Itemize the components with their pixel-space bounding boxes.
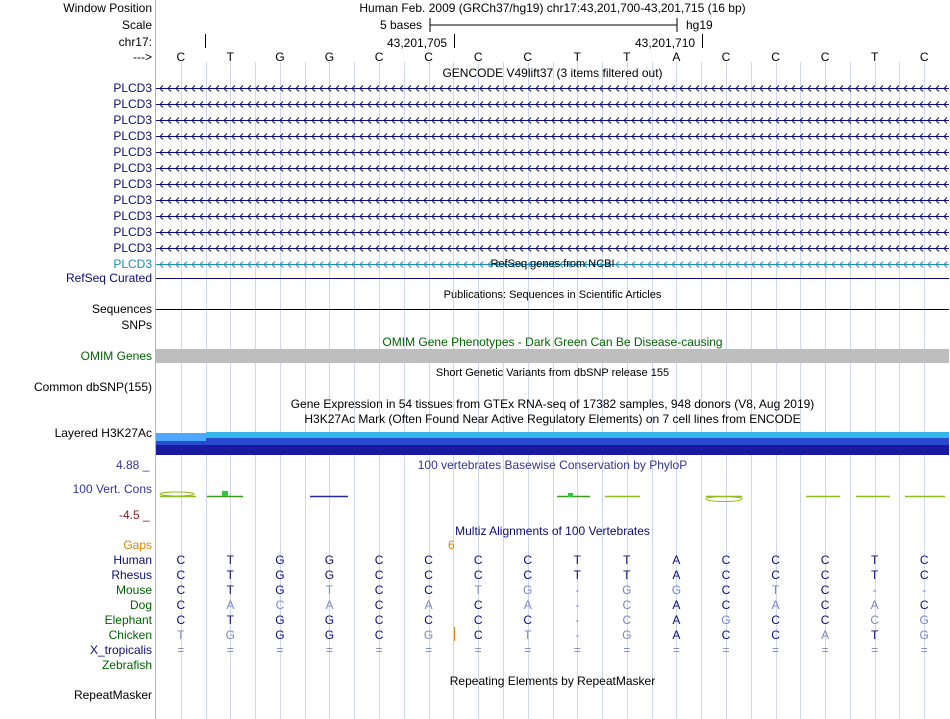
alignment-base: C [374, 583, 384, 597]
species-label[interactable]: Elephant [104, 613, 152, 627]
alignment-base: - [575, 628, 580, 642]
alignment-base: G [919, 628, 929, 642]
dbsnp-track-title[interactable]: Short Genetic Variants from dbSNP release 155 [435, 367, 670, 379]
alignment-base: C [820, 553, 830, 567]
omim-track-label[interactable]: OMIM Genes [80, 349, 152, 363]
alignment-base: C [424, 583, 433, 597]
alignment-base: = [325, 643, 333, 657]
gencode-gene-label[interactable]: PLCD3 [113, 209, 152, 223]
alignment-base: C [721, 583, 731, 597]
gencode-gene-label[interactable]: PLCD3 [113, 81, 152, 95]
alignment-base: - [922, 583, 927, 597]
alignment-base: = [821, 643, 829, 657]
strand-label: ---> [133, 50, 152, 64]
alignment-base: = [276, 643, 284, 657]
alignment-base: T [226, 583, 235, 597]
alignment-base: C [374, 628, 384, 642]
alignment-base: G [324, 628, 335, 642]
gencode-gene-label[interactable]: PLCD3 [113, 97, 152, 111]
alignment-base: C [176, 553, 186, 567]
alignment-base: A [870, 598, 879, 612]
alignment-base: = [672, 643, 680, 657]
alignment-base: - [575, 583, 580, 597]
alignment-base: = [375, 643, 383, 657]
gaps-label: Gaps [123, 538, 152, 552]
alignment-base: C [919, 598, 929, 612]
alignment-base: = [920, 643, 928, 657]
base-cell: C [771, 50, 780, 64]
alignment-base: C [473, 553, 483, 567]
alignment-base: C [473, 628, 483, 642]
alignment-base: C [771, 628, 780, 642]
alignment-base: C [721, 598, 731, 612]
alignment-base: A [672, 598, 681, 612]
alignment-base: G [622, 583, 632, 597]
alignment-base: A [672, 628, 681, 642]
alignment-base: C [721, 628, 731, 642]
alignment-base: C [176, 583, 186, 597]
species-label[interactable]: Dog [129, 598, 152, 612]
base-cell: T [226, 50, 235, 64]
alignment-base: C [176, 598, 186, 612]
multiz-track-title[interactable]: Multiz Alignments of 100 Vertebrates [455, 524, 650, 538]
alignment-base: T [623, 553, 631, 567]
alignment-base: T [524, 628, 532, 642]
h3k27ac-layer [156, 433, 206, 441]
repeatmasker-track-title[interactable]: Repeating Elements by RepeatMasker [449, 674, 656, 688]
alignment-base: A [771, 598, 780, 612]
alignment-base: T [474, 583, 482, 597]
base-cell: C [820, 50, 830, 64]
chrom-label: chr17: [118, 35, 152, 49]
alignment-base: C [275, 598, 285, 612]
phylop-min-label: -4.5 _ [119, 508, 150, 522]
base-cell: C [424, 50, 433, 64]
publications-track-title[interactable]: Publications: Sequences in Scientific Articles [443, 289, 662, 301]
snps-track-label[interactable]: SNPs [121, 318, 152, 332]
alignment-base: C [622, 598, 632, 612]
phylop-mark [222, 491, 228, 496]
window-position-label: Window Position [63, 1, 152, 15]
alignment-base: T [325, 583, 334, 597]
alignment-base: T [226, 613, 235, 627]
alignment-base: T [177, 628, 185, 642]
base-cell: C [176, 50, 186, 64]
species-label[interactable]: Rhesus [111, 568, 152, 582]
alignment-base: C [473, 598, 483, 612]
gencode-gene-label[interactable]: PLCD3 [113, 193, 152, 207]
phylop-mark [160, 492, 194, 496]
alignment-base: - [575, 598, 580, 612]
alignment-base: C [374, 553, 384, 567]
window-position-value: Human Feb. 2009 (GRCh37/hg19) chr17:43,201,700-43,201,715 (16 bp) [359, 1, 746, 15]
alignment-base: G [721, 613, 731, 627]
scale-label: Scale [121, 18, 152, 32]
alignment-base: C [771, 553, 780, 567]
alignment-base: G [671, 583, 682, 597]
alignment-base: T [573, 553, 581, 567]
alignment-base: G [324, 553, 335, 567]
base-cell: C [523, 50, 533, 64]
alignment-base: = [425, 643, 433, 657]
alignment-base: = [772, 643, 780, 657]
alignment-base: A [226, 598, 235, 612]
base-cell: A [672, 50, 681, 64]
base-cell: T [623, 50, 631, 64]
publications-track-label[interactable]: Sequences [91, 302, 152, 316]
alignment-base: T [573, 568, 581, 582]
scale-assembly: hg19 [686, 18, 713, 32]
alignment-base: C [523, 553, 533, 567]
base-cell: G [275, 50, 285, 64]
omim-gene-bar [156, 349, 949, 363]
phylop-max-label: 4.88 _ [116, 458, 150, 472]
base-cell: T [573, 50, 581, 64]
phylop-mark [568, 493, 573, 497]
alignment-base: A [672, 568, 681, 582]
gencode-gene-label[interactable]: PLCD3 [113, 257, 152, 271]
alignment-base: C [771, 613, 780, 627]
alignment-base: C [919, 553, 929, 567]
gencode-gene-label[interactable]: PLCD3 [113, 241, 152, 255]
alignment-base: C [820, 613, 830, 627]
h3k27ac-layer [206, 432, 949, 438]
alignment-base: T [870, 628, 879, 642]
dbsnp-track-label[interactable]: Common dbSNP(155) [33, 380, 152, 394]
alignment-base: G [423, 628, 434, 642]
gencode-gene-label[interactable]: PLCD3 [113, 129, 152, 143]
alignment-base: G [225, 628, 236, 642]
species-label[interactable]: Zebrafish [101, 658, 152, 672]
base-cell: T [870, 50, 879, 64]
alignment-base: C [176, 568, 186, 582]
alignment-base: = [722, 643, 730, 657]
base-cell: C [919, 50, 929, 64]
alignment-base: A [523, 598, 532, 612]
alignment-base: C [820, 598, 830, 612]
repeatmasker-track-label[interactable]: RepeatMasker [73, 688, 152, 702]
gencode-gene-label[interactable]: PLCD3 [113, 161, 152, 175]
alignment-base: = [474, 643, 482, 657]
alignment-base: G [275, 628, 285, 642]
coord-label-1: 43,201,705 [387, 36, 448, 50]
alignment-base: C [622, 613, 632, 627]
alignment-base: = [177, 643, 185, 657]
gencode-gene-label[interactable]: PLCD3 [113, 225, 152, 239]
alignment-base: C [721, 553, 731, 567]
phylop-track-label[interactable]: 100 Vert. Cons [72, 482, 152, 496]
base-cell: C [374, 50, 384, 64]
alignment-base: - [575, 613, 580, 627]
alignment-base: G [275, 553, 285, 567]
alignment-base: C [424, 613, 433, 627]
gencode-gene-label[interactable]: PLCD3 [113, 177, 152, 191]
coord-label-2: 43,201,710 [635, 36, 696, 50]
base-cell: G [324, 50, 335, 64]
alignment-base: - [872, 583, 877, 597]
species-label[interactable]: Chicken [108, 628, 152, 642]
alignment-base: C [473, 613, 483, 627]
scale-text: 5 bases [380, 18, 423, 32]
species-label[interactable]: X_tropicalis [89, 643, 152, 657]
base-cell: C [721, 50, 731, 64]
h3k27ac-track-label[interactable]: Layered H3K27Ac [54, 426, 152, 440]
alignment-base: T [771, 583, 780, 597]
omim-track-title[interactable]: OMIM Gene Phenotypes - Dark Green Can Be Disease-causing [382, 335, 723, 349]
alignment-base: C [523, 568, 533, 582]
alignment-base: G [324, 613, 335, 627]
phylop-track-title[interactable]: 100 vertebrates Basewise Conservation by PhyloP [417, 458, 688, 472]
base-cell: C [473, 50, 483, 64]
alignment-base: T [226, 553, 235, 567]
species-label[interactable]: Human [113, 553, 152, 567]
h3k27ac-track-title[interactable]: H3K27Ac Mark (Often Found Near Active Regulatory Elements) on 7 cell lines from ENCODE [304, 412, 801, 426]
alignment-base: C [820, 583, 830, 597]
gencode-track-title[interactable]: GENCODE V49lift37 (3 items filtered out) [442, 66, 663, 80]
alignment-base: C [523, 613, 533, 627]
gencode-gene-label[interactable]: PLCD3 [113, 145, 152, 159]
alignment-base: = [524, 643, 532, 657]
refseq-track-label[interactable]: RefSeq Curated [65, 271, 152, 285]
gtex-track-title[interactable]: Gene Expression in 54 tissues from GTEx RNA-seq of 17382 samples, 948 donors (V8, Aug 2019) [290, 397, 815, 411]
alignment-base: = [871, 643, 879, 657]
alignment-base: C [374, 568, 384, 582]
alignment-base: G [523, 583, 533, 597]
alignment-base: G [275, 568, 285, 582]
alignment-base: A [325, 598, 334, 612]
alignment-base: T [226, 568, 235, 582]
gencode-gene-label[interactable]: PLCD3 [113, 113, 152, 127]
species-label[interactable]: Mouse [115, 583, 152, 597]
alignment-base: = [573, 643, 581, 657]
alignment-base: = [623, 643, 631, 657]
alignment-base: C [473, 568, 483, 582]
alignment-base: T [870, 553, 879, 567]
alignment-base: T [870, 568, 879, 582]
alignment-base: A [672, 553, 681, 567]
alignment-base: C [919, 568, 929, 582]
alignment-base: G [275, 613, 285, 627]
alignment-base: G [324, 568, 335, 582]
alignment-base: A [424, 598, 433, 612]
refseq-track-title[interactable]: RefSeq genes from NCBI [490, 258, 615, 270]
alignment-base: C [771, 568, 780, 582]
alignment-base: G [622, 628, 632, 642]
gaps-value: 6 [448, 538, 455, 552]
alignment-base: C [820, 568, 830, 582]
alignment-base: C [870, 613, 879, 627]
alignment-base: A [821, 628, 830, 642]
alignment-base: C [424, 553, 433, 567]
alignment-base: G [919, 613, 929, 627]
alignment-base: A [672, 613, 681, 627]
alignment-base: C [374, 598, 384, 612]
alignment-base: C [374, 613, 384, 627]
alignment-base: = [226, 643, 234, 657]
alignment-base: C [424, 568, 433, 582]
alignment-base: G [275, 583, 285, 597]
alignment-base: C [721, 568, 731, 582]
alignment-base: C [176, 613, 186, 627]
alignment-base: T [623, 568, 631, 582]
